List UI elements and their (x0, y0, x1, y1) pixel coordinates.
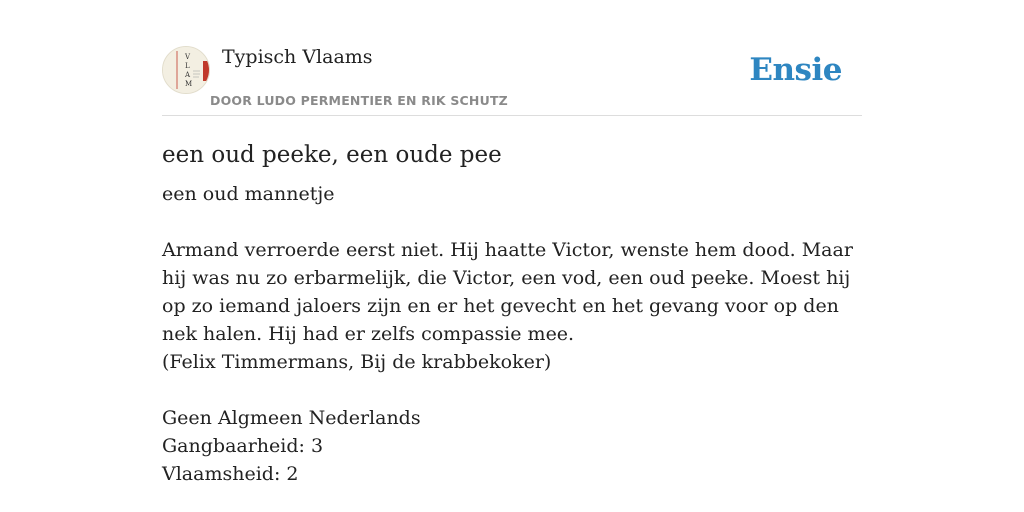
example-source: (Felix Timmermans, Bij de krabbekoker) (162, 351, 552, 373)
spacer (162, 376, 862, 404)
entry-definition: een oud mannetje (162, 183, 335, 205)
example-quote: Armand verroerde eerst niet. Hij haatte Victor, wenste hem dood. Maar hij was nu zo erbarmelijk, die Victor, een vod, een oud peeke. Moest hij op zo iemand jaloers zijn en er het gevecht en het gevang voor op den nek halen. Hij had er zelfs compassie mee. (162, 239, 853, 345)
entry-title: een oud peeke, een oude pee (162, 142, 502, 168)
ensie-logo-link[interactable]: Ensie (749, 52, 842, 88)
svg-text:A: A (185, 71, 191, 79)
meta-language: Geen Algmeen Nederlands (162, 407, 421, 429)
spacer (162, 208, 862, 236)
book-authors: DOOR LUDO PERMENTIER EN RIK SCHUTZ (210, 93, 508, 108)
meta-gangbaarheid: Gangbaarheid: 3 (162, 435, 324, 457)
book-title[interactable]: Typisch Vlaams (222, 46, 373, 68)
book-cover-logo[interactable] (162, 46, 210, 94)
meta-vlaamsheid: Vlaamsheid: 2 (162, 463, 299, 485)
book-cover-icon (163, 47, 209, 93)
header (162, 40, 862, 116)
svg-text:V: V (185, 53, 191, 61)
svg-text:L: L (185, 62, 190, 70)
svg-text:M: M (185, 80, 193, 88)
entry-card (162, 40, 862, 488)
